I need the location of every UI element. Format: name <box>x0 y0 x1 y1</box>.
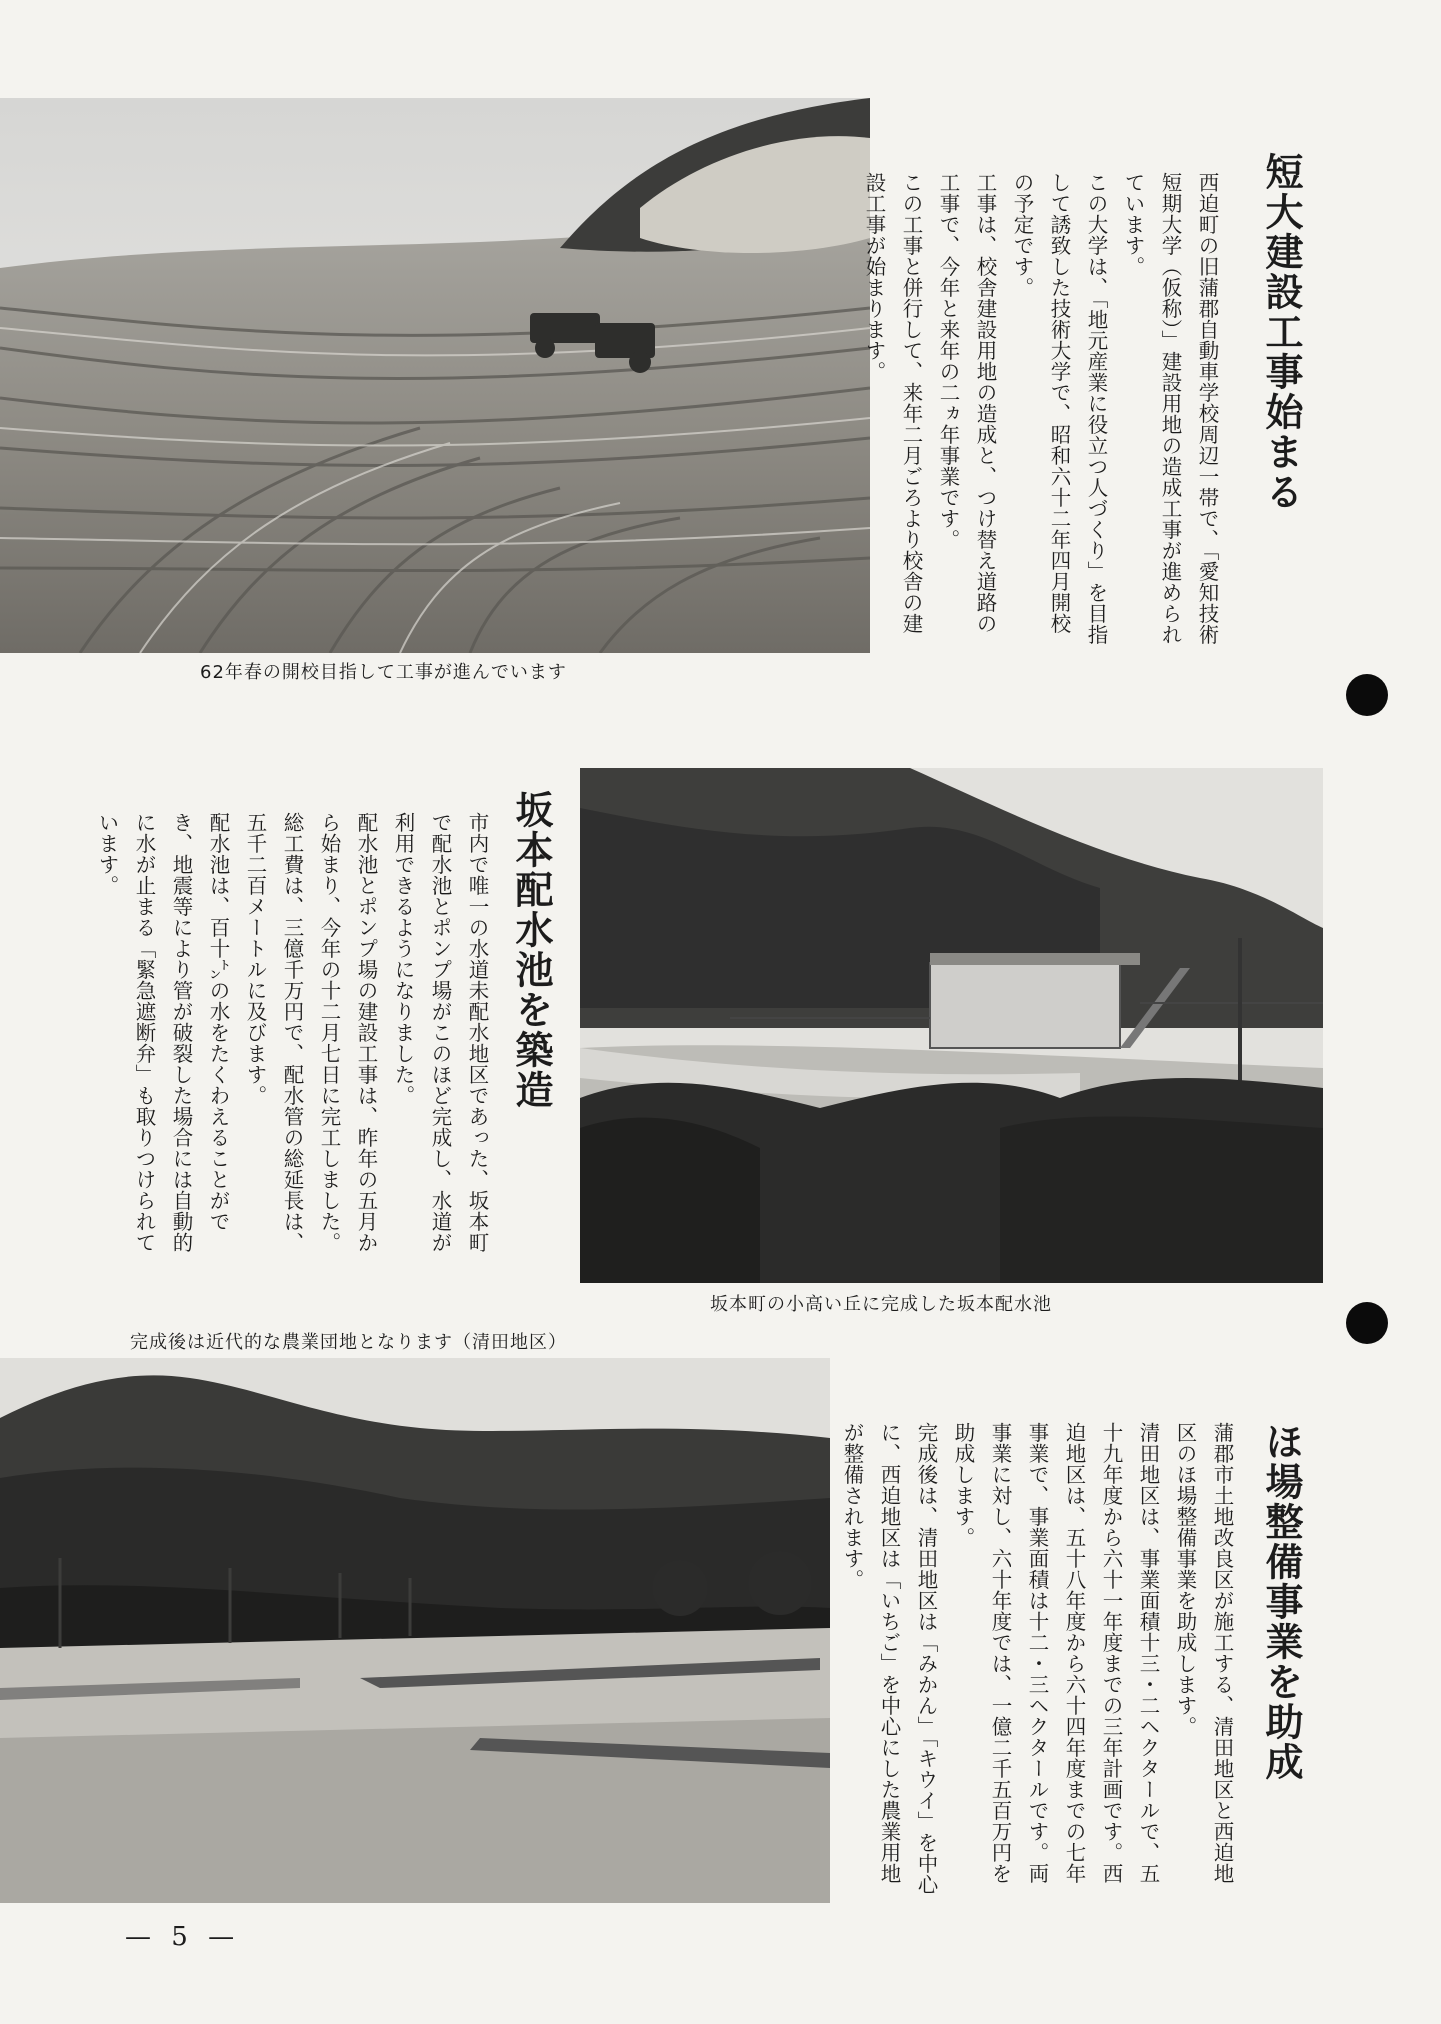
section-dot <box>1346 1302 1388 1344</box>
article3-paragraph: 完成後は、清田地区は「みかん」「キウイ」を中心に、西迫地区は「いちご」を中心にした農業用地が整備されます。 <box>840 1422 938 1895</box>
article1-paragraph: 工事は、校舎建設用地の造成と、つけ替え道路の工事で、今年と来年の二ヵ年事業です。 <box>936 172 997 634</box>
article3-headline: ほ場整備事業を助成 <box>1259 1422 1304 1782</box>
article2-body <box>90 812 495 1267</box>
construction-site-photo <box>0 98 870 653</box>
reservoir-photo-caption: 坂本町の小高い丘に完成した坂本配水池 <box>710 1294 1052 1315</box>
article3-paragraph: 蒲郡市土地改良区が施工する、清田地区と西迫地区のほ場整備事業を助成します。 <box>1173 1422 1234 1884</box>
construction-photo-caption: 62年春の開校目指して工事が進んでいます <box>200 662 567 683</box>
article2-paragraph: 配水池とポンプ場の建設工事は、昨年の五月から始まり、今年の十二月七日に完工しました。総工費は、三億千万円で、配水管の総延長は、五千二百メートルに及びます。 <box>243 812 378 1253</box>
article1-paragraph: 西迫町の旧蒲郡自動車学校周辺一帯で、「愛知技術短期大学（仮称）」建設用地の造成工事が進められています。 <box>1121 172 1219 645</box>
article1-paragraph: この工事と併行して、来年二月ごろより校舎の建設工事が始まります。 <box>862 172 923 634</box>
article3-paragraph: 清田地区は、事業面積十三・二ヘクタールで、五十九年度から六十一年度までの三年計画です。西迫地区は、五十八年度から六十四年度までの七年事業で、事業面積は十二・三ヘクタールです。両事業に対し、六十年度では、一億二千五百万円を助成します。 <box>951 1422 1160 1884</box>
article2-paragraph: 配水池は、百十㌧の水をたくわえることができ、地震等により管が破裂した場合には自動的に水が止まる「緊急遮断弁」も取りつけられています。 <box>95 812 230 1253</box>
farmland-photo <box>0 1358 830 1903</box>
article2-headline: 坂本配水池を築造 <box>509 790 554 1110</box>
article1-paragraph: この大学は、「地元産業に役立つ人づくり」を目指して誘致した技術大学で、昭和六十二年四月開校の予定です。 <box>1010 172 1108 645</box>
reservoir-photo <box>580 768 1323 1283</box>
article3-body <box>835 1422 1240 1904</box>
farmland-photo-caption: 完成後は近代的な農業団地となります（清田地区） <box>130 1332 567 1353</box>
section-dot <box>1346 674 1388 716</box>
page-number: — 5 — <box>125 1922 241 1952</box>
article2-paragraph: 市内で唯一の水道未配水地区であった、坂本町で配水池とポンプ場がこのほど完成し、水道が利用できるようになりました。 <box>391 812 489 1253</box>
article1-headline: 短大建設工事始まる <box>1259 152 1304 512</box>
article1-body <box>862 172 1225 647</box>
